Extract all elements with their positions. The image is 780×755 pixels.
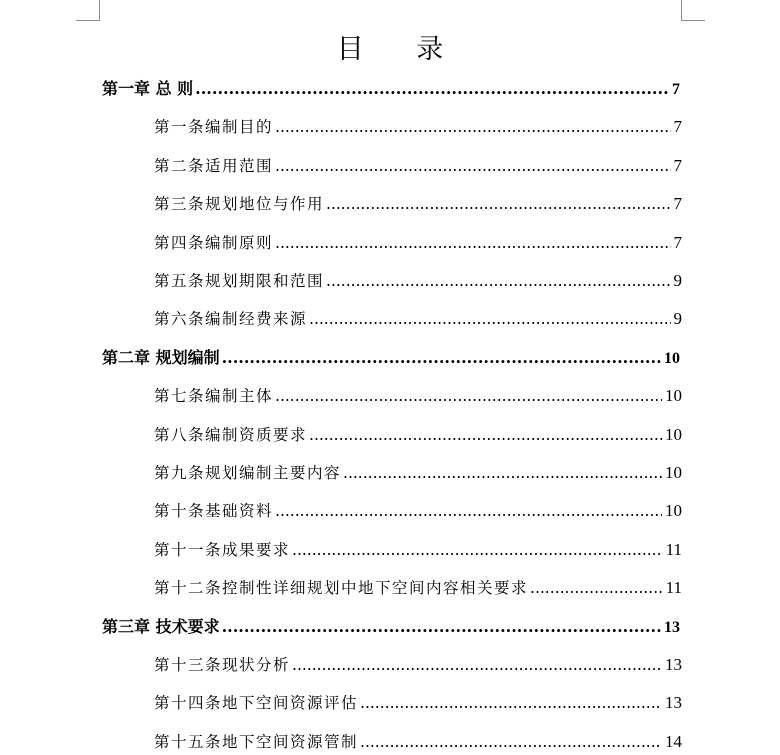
toc-entry-label: 第十一条成果要求: [154, 540, 291, 559]
toc-entry-label: 第十三条现状分析: [154, 656, 291, 674]
toc-chapter-entry[interactable]: [102, 614, 680, 640]
crop-mark-left-vertical: [99, 0, 100, 20]
toc-entry-label: 第七条编制主体: [154, 387, 274, 406]
toc-dot-leader: [530, 575, 663, 601]
toc-page-number: 7: [673, 117, 682, 137]
page-title: 目 录: [336, 34, 466, 65]
toc-dot-leader: [292, 537, 663, 563]
toc-page-number: 11: [665, 578, 682, 598]
toc-page-number: 7: [673, 194, 682, 214]
toc-dot-leader: [275, 230, 670, 256]
toc-entry-label: 第一条编制目的: [154, 118, 274, 137]
toc-article-entry[interactable]: [154, 422, 682, 448]
toc-page-number: 13: [664, 618, 680, 636]
toc-entry-label: 第一章 总 则: [102, 79, 194, 98]
toc-page-number: 10: [665, 386, 682, 406]
toc-article-entry[interactable]: [154, 230, 682, 256]
toc-entry-label: 第五条规划期限和范围: [154, 272, 325, 290]
toc-page-number: 7: [673, 155, 682, 175]
toc-dot-leader: [360, 729, 662, 755]
toc-chapter-entry[interactable]: [102, 76, 680, 102]
crop-mark-left-horizontal: [76, 20, 100, 21]
toc-article-entry[interactable]: [154, 498, 682, 524]
toc-article-entry[interactable]: [154, 191, 682, 217]
toc-article-entry[interactable]: [154, 575, 682, 601]
toc-entry-label: 第十四条地下空间资源评估: [154, 694, 359, 713]
toc-dot-leader: [275, 498, 662, 524]
toc-dot-leader: [326, 268, 670, 294]
toc-entry-label: 第三章 技术要求: [102, 616, 220, 636]
toc-dot-leader: [292, 652, 662, 678]
toc-article-entry[interactable]: [154, 460, 682, 486]
toc-article-entry[interactable]: [154, 729, 682, 755]
toc-dot-leader: [275, 153, 670, 179]
toc-dot-leader: [195, 76, 669, 102]
toc-dot-leader: [343, 460, 662, 486]
toc-page-number: 14: [665, 731, 682, 751]
toc-dot-leader: [326, 191, 670, 217]
toc-entry-label: 第八条编制资质要求: [154, 425, 308, 444]
crop-mark-right-horizontal: [681, 20, 705, 21]
toc-article-entry[interactable]: [154, 153, 682, 179]
toc-dot-leader: [222, 614, 661, 640]
toc-article-entry[interactable]: [154, 383, 682, 409]
toc-article-entry[interactable]: [154, 690, 682, 716]
toc-dot-leader: [222, 345, 661, 371]
toc-page-number: 10: [665, 463, 682, 482]
toc-page-number: 10: [665, 501, 682, 521]
toc-entry-label: 第十五条地下空间资源管制: [154, 732, 359, 751]
toc-entry-label: 第九条规划编制主要内容: [154, 464, 342, 482]
toc-entry-label: 第三条规划地位与作用: [154, 195, 325, 214]
toc-page-number: 9: [673, 271, 682, 290]
toc-dot-leader: [275, 114, 670, 140]
toc-dot-leader: [360, 690, 662, 716]
toc-article-entry[interactable]: [154, 652, 682, 678]
toc-page-number: 10: [665, 424, 682, 444]
toc-entry-label: 第二章 规划编制: [102, 347, 220, 367]
toc-dot-leader: [309, 422, 662, 448]
toc-page-number: 13: [665, 655, 682, 674]
toc-page-number: 10: [664, 349, 680, 367]
toc-entry-label: 第六条编制经费来源: [154, 310, 308, 329]
toc-page-number: 11: [665, 539, 682, 559]
crop-mark-right-vertical: [681, 0, 682, 20]
toc-chapter-entry[interactable]: [102, 345, 680, 371]
toc-dot-leader: [275, 383, 662, 409]
toc-dot-leader: [309, 306, 670, 332]
toc-entry-label: 第四条编制原则: [154, 233, 274, 252]
toc-page-number: 9: [673, 309, 682, 329]
toc-page-number: 7: [672, 81, 680, 98]
toc-entry-label: 第十二条控制性详细规划中地下空间内容相关要求: [154, 579, 529, 598]
toc-article-entry[interactable]: [154, 537, 682, 563]
toc-article-entry[interactable]: [154, 306, 682, 332]
toc-entry-label: 第二条适用范围: [154, 156, 274, 175]
toc-page-number: 13: [665, 693, 682, 713]
toc-article-entry[interactable]: [154, 268, 682, 294]
toc-article-entry[interactable]: [154, 114, 682, 140]
toc-entry-label: 第十条基础资料: [154, 502, 274, 521]
toc-page-number: 7: [673, 232, 682, 252]
